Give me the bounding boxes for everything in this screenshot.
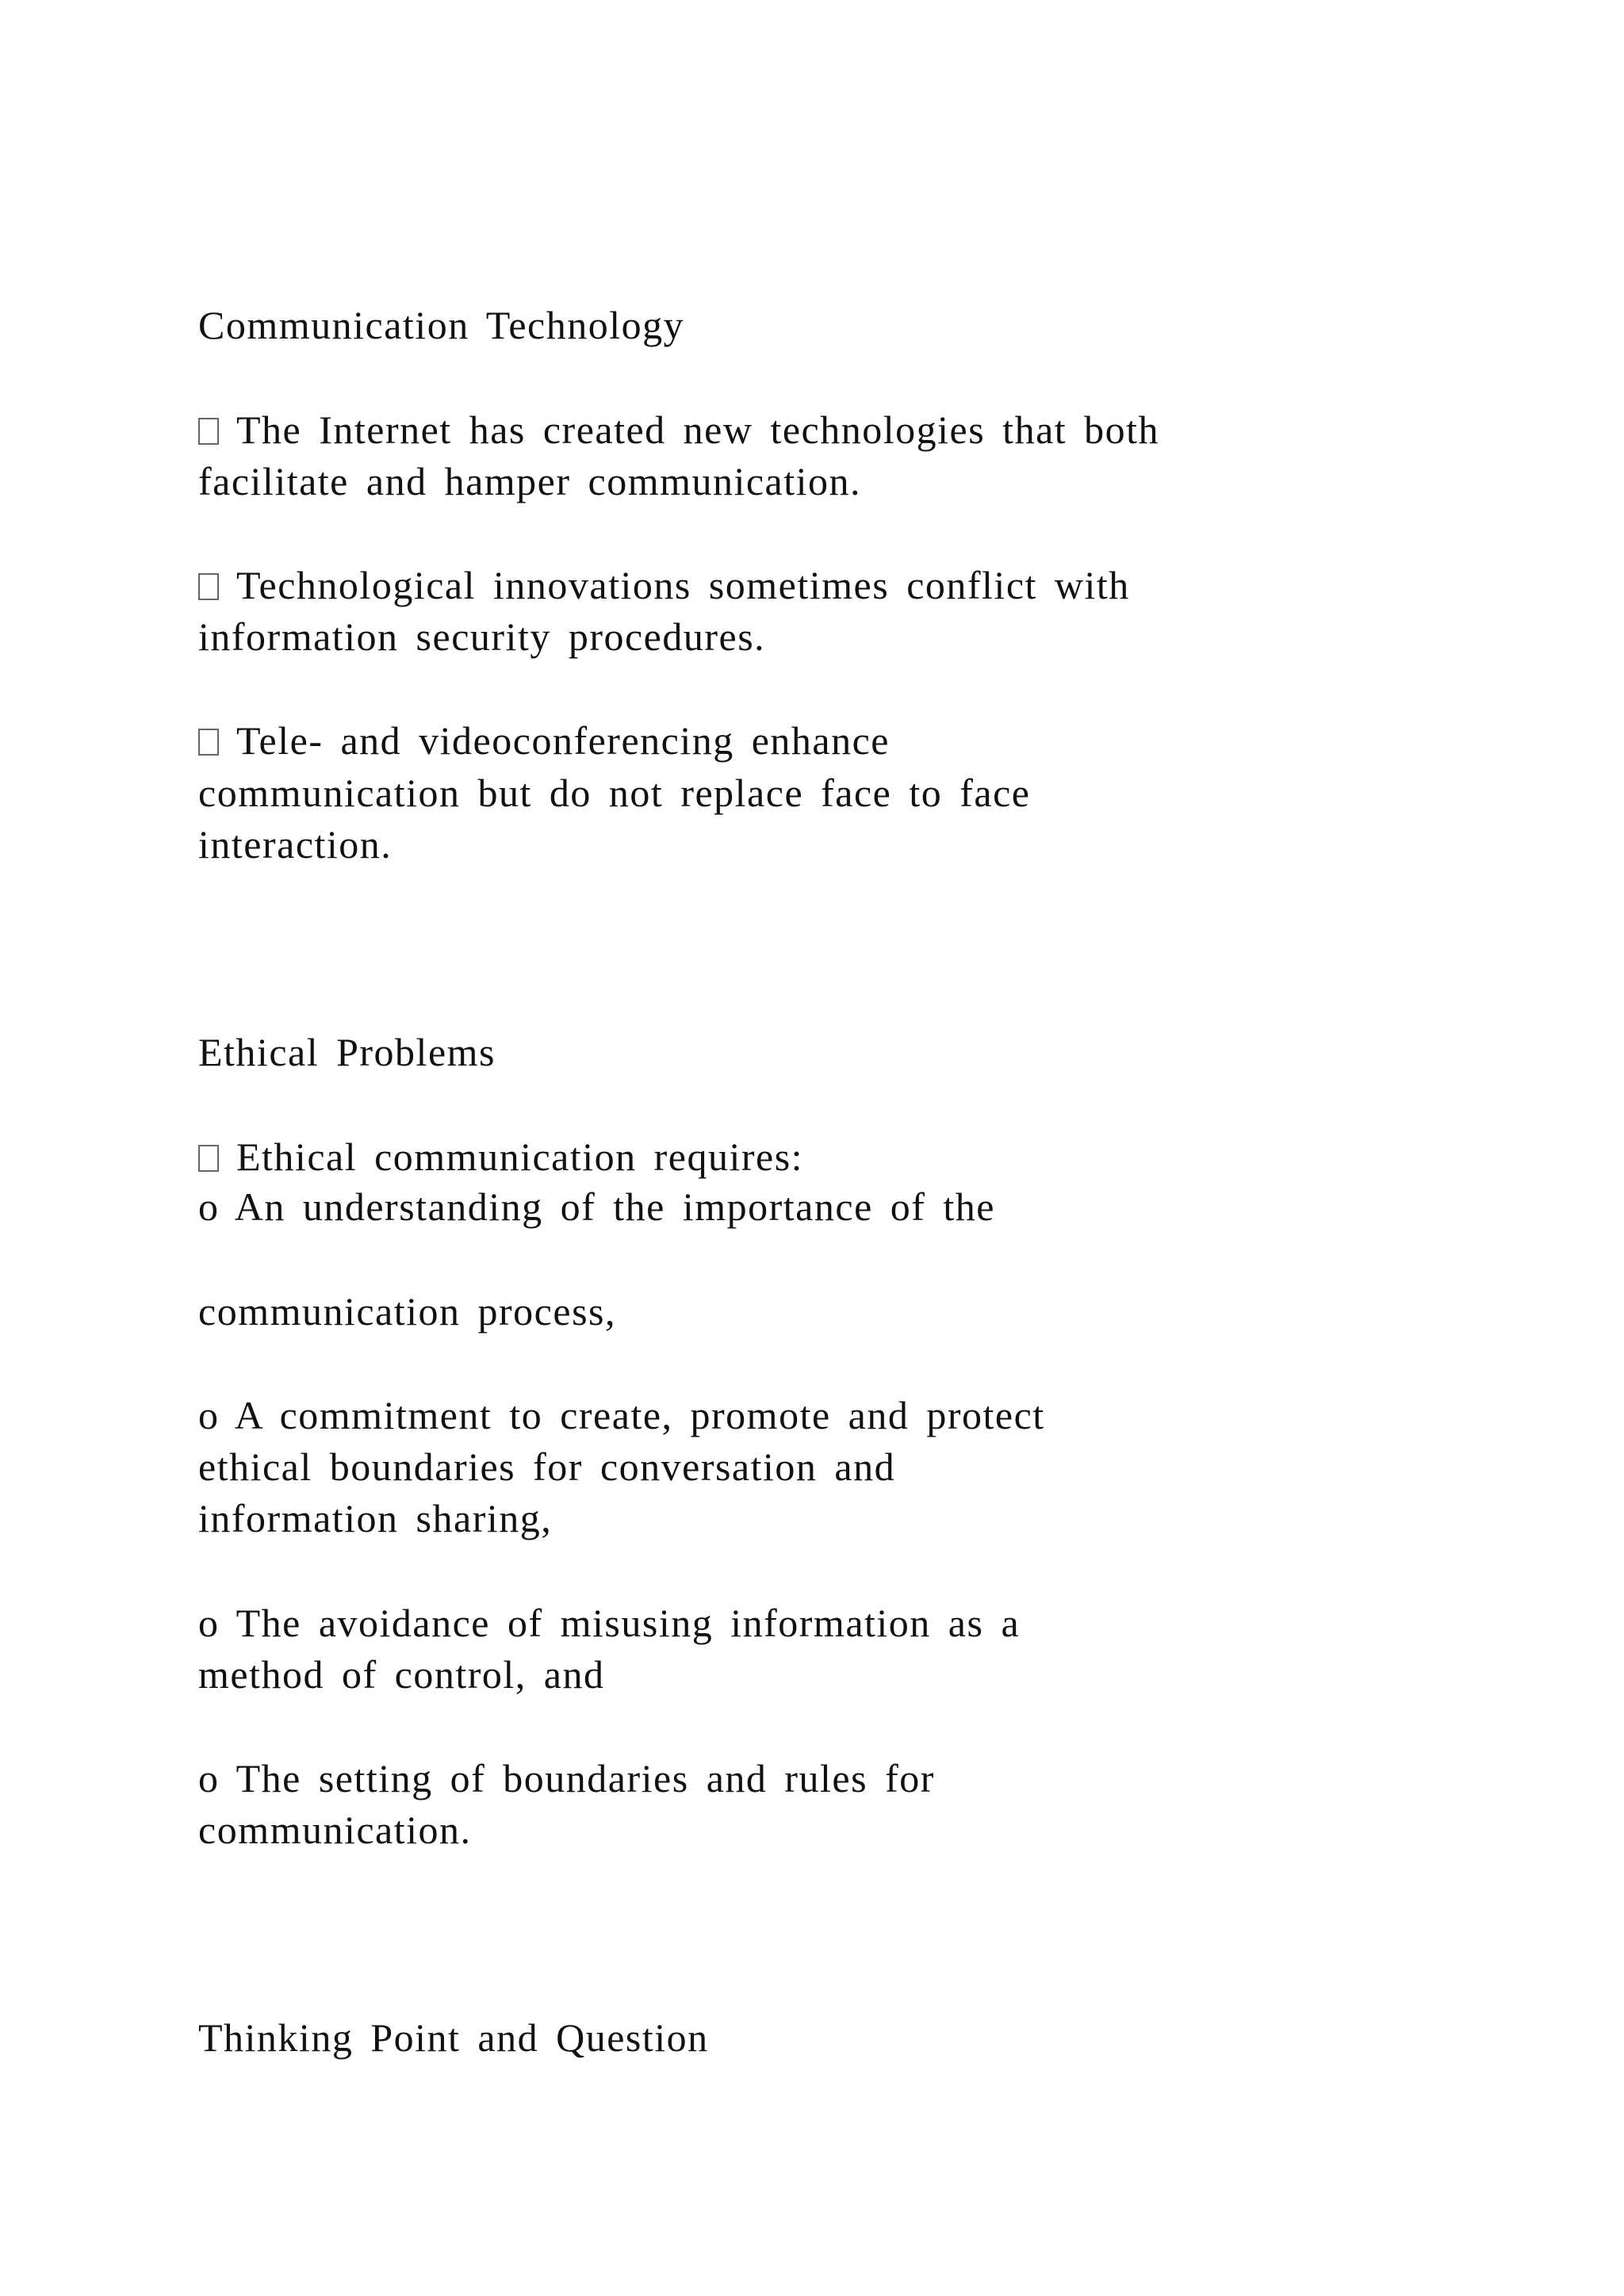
text-line: o A commitment to create, promote and protect [198, 1393, 1045, 1437]
square-bullet-icon [198, 729, 219, 756]
text-line: communication process, [198, 1289, 616, 1334]
square-bullet-icon [198, 1145, 219, 1172]
text-line: method of control, and [198, 1652, 605, 1697]
text-line: ethical boundaries for conversation and [198, 1445, 896, 1489]
text-line: Technological innovations sometimes conflict with [236, 563, 1130, 607]
bullet-line [198, 715, 890, 766]
text-line: The Internet has created new technologies that both [236, 408, 1160, 452]
bullet-line [198, 560, 1130, 610]
text-line: Tele- and videoconferencing enhance [236, 718, 890, 763]
section-heading: Ethical Problems [198, 1030, 496, 1074]
text-line: o The setting of boundaries and rules for [198, 1756, 935, 1800]
section-heading: Communication Technology [198, 303, 685, 347]
text-line: o An understanding of the importance of the [198, 1184, 995, 1229]
bullet-line [198, 1131, 803, 1182]
bullet-line [198, 404, 1159, 455]
square-bullet-icon [198, 573, 219, 600]
text-line: facilitate and hamper communication. [198, 459, 862, 503]
text-line: information sharing, [198, 1496, 553, 1540]
text-line: Ethical communication requires: [236, 1135, 804, 1179]
text-line: communication but do not replace face to face [198, 771, 1031, 815]
text-line: communication. [198, 1808, 472, 1852]
section-heading: Thinking Point and Question [198, 2015, 709, 2060]
text-line: o The avoidance of misusing information as a [198, 1601, 1021, 1645]
square-bullet-icon [198, 418, 219, 445]
text-line: information security procedures. [198, 614, 766, 659]
text-line: interaction. [198, 822, 393, 867]
